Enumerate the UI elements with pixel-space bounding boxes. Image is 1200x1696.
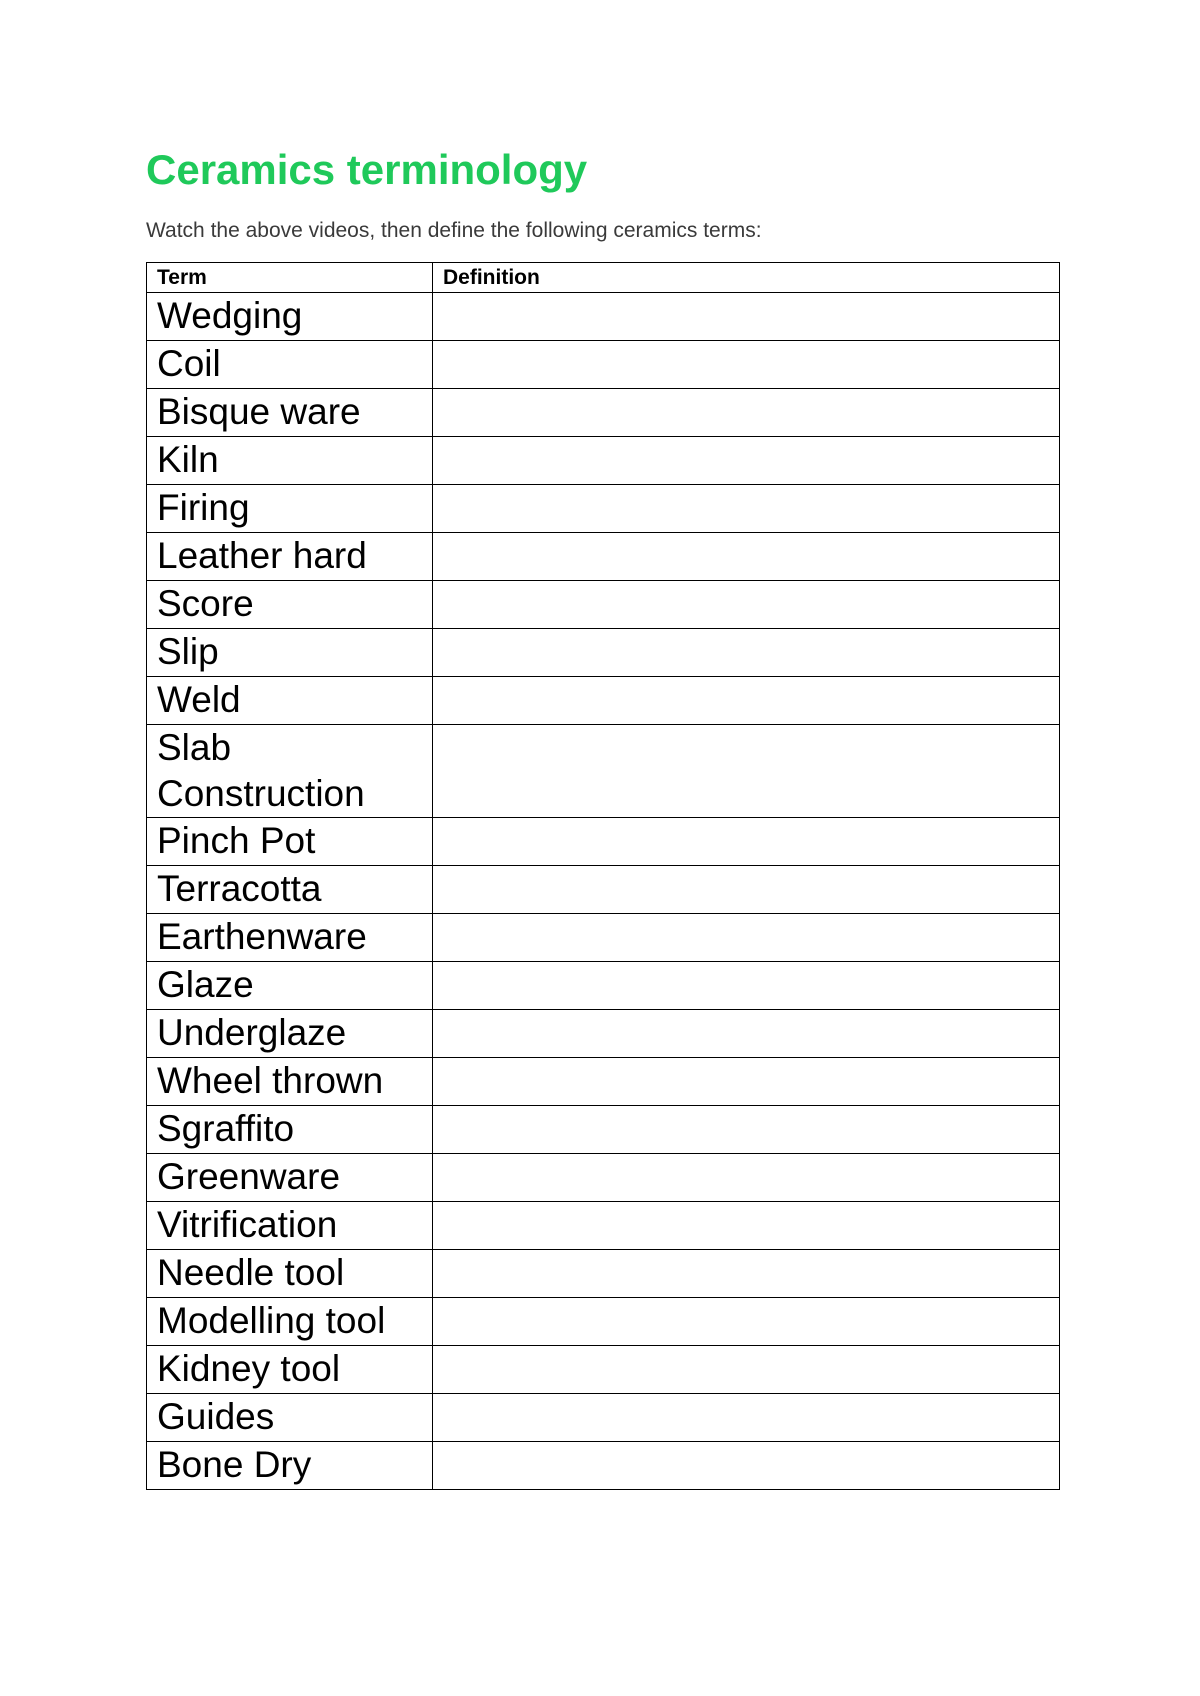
term-cell: Kidney tool xyxy=(147,1346,433,1394)
definition-cell[interactable] xyxy=(433,1106,1060,1154)
term-cell: Glaze xyxy=(147,962,433,1010)
table-row xyxy=(147,962,1060,1010)
term-cell: Modelling tool xyxy=(147,1298,433,1346)
term-cell: Slip xyxy=(147,629,433,677)
term-cell: Slab Construction xyxy=(147,725,433,818)
definition-cell[interactable] xyxy=(433,485,1060,533)
table-row xyxy=(147,818,1060,866)
term-cell: Bisque ware xyxy=(147,389,433,437)
term-cell: Greenware xyxy=(147,1154,433,1202)
definition-cell[interactable] xyxy=(433,293,1060,341)
term-cell: Wedging xyxy=(147,293,433,341)
term-cell: Underglaze xyxy=(147,1010,433,1058)
term-cell: Score xyxy=(147,581,433,629)
term-cell: Coil xyxy=(147,341,433,389)
definition-cell[interactable] xyxy=(433,389,1060,437)
definition-cell[interactable] xyxy=(433,629,1060,677)
table-row xyxy=(147,485,1060,533)
table-row xyxy=(147,1154,1060,1202)
term-cell: Kiln xyxy=(147,437,433,485)
definition-cell[interactable] xyxy=(433,866,1060,914)
table-row xyxy=(147,1394,1060,1442)
table-row xyxy=(147,1058,1060,1106)
definition-cell[interactable] xyxy=(433,914,1060,962)
table-row xyxy=(147,629,1060,677)
term-cell: Pinch Pot xyxy=(147,818,433,866)
definition-cell[interactable] xyxy=(433,1394,1060,1442)
term-cell: Guides xyxy=(147,1394,433,1442)
term-cell: Earthenware xyxy=(147,914,433,962)
definition-cell[interactable] xyxy=(433,677,1060,725)
table-row xyxy=(147,1346,1060,1394)
term-cell: Terracotta xyxy=(147,866,433,914)
definition-cell[interactable] xyxy=(433,1202,1060,1250)
definition-cell[interactable] xyxy=(433,1346,1060,1394)
column-header-term: Term xyxy=(147,263,433,293)
definition-cell[interactable] xyxy=(433,1298,1060,1346)
term-cell: Firing xyxy=(147,485,433,533)
table-row xyxy=(147,1010,1060,1058)
definition-cell[interactable] xyxy=(433,1442,1060,1490)
table-row xyxy=(147,1298,1060,1346)
term-cell: Leather hard xyxy=(147,533,433,581)
terminology-table xyxy=(146,262,1060,1490)
definition-cell[interactable] xyxy=(433,962,1060,1010)
table-row xyxy=(147,677,1060,725)
table-row xyxy=(147,1442,1060,1490)
term-cell: Sgraffito xyxy=(147,1106,433,1154)
definition-cell[interactable] xyxy=(433,437,1060,485)
definition-cell[interactable] xyxy=(433,1154,1060,1202)
definition-cell[interactable] xyxy=(433,1058,1060,1106)
table-row xyxy=(147,725,1060,818)
table-body xyxy=(147,293,1060,1490)
table-row xyxy=(147,1202,1060,1250)
table-row xyxy=(147,437,1060,485)
table-row xyxy=(147,1106,1060,1154)
table-row xyxy=(147,389,1060,437)
table-row xyxy=(147,914,1060,962)
column-header-definition: Definition xyxy=(433,263,1060,293)
definition-cell[interactable] xyxy=(433,341,1060,389)
definition-cell[interactable] xyxy=(433,533,1060,581)
table-row xyxy=(147,293,1060,341)
definition-cell[interactable] xyxy=(433,1250,1060,1298)
definition-cell[interactable] xyxy=(433,725,1060,818)
table-row xyxy=(147,866,1060,914)
term-cell: Bone Dry xyxy=(147,1442,433,1490)
term-cell: Wheel thrown xyxy=(147,1058,433,1106)
term-cell: Needle tool xyxy=(147,1250,433,1298)
definition-cell[interactable] xyxy=(433,581,1060,629)
term-cell: Vitrification xyxy=(147,1202,433,1250)
term-cell: Weld xyxy=(147,677,433,725)
definition-cell[interactable] xyxy=(433,1010,1060,1058)
page-title: Ceramics terminology xyxy=(146,146,588,193)
table-row xyxy=(147,341,1060,389)
definition-cell[interactable] xyxy=(433,818,1060,866)
table-row xyxy=(147,1250,1060,1298)
instructions-text: Watch the above videos, then define the following ceramics terms: xyxy=(146,219,762,242)
table-header-row xyxy=(147,263,1060,293)
table-row xyxy=(147,533,1060,581)
table-row xyxy=(147,581,1060,629)
